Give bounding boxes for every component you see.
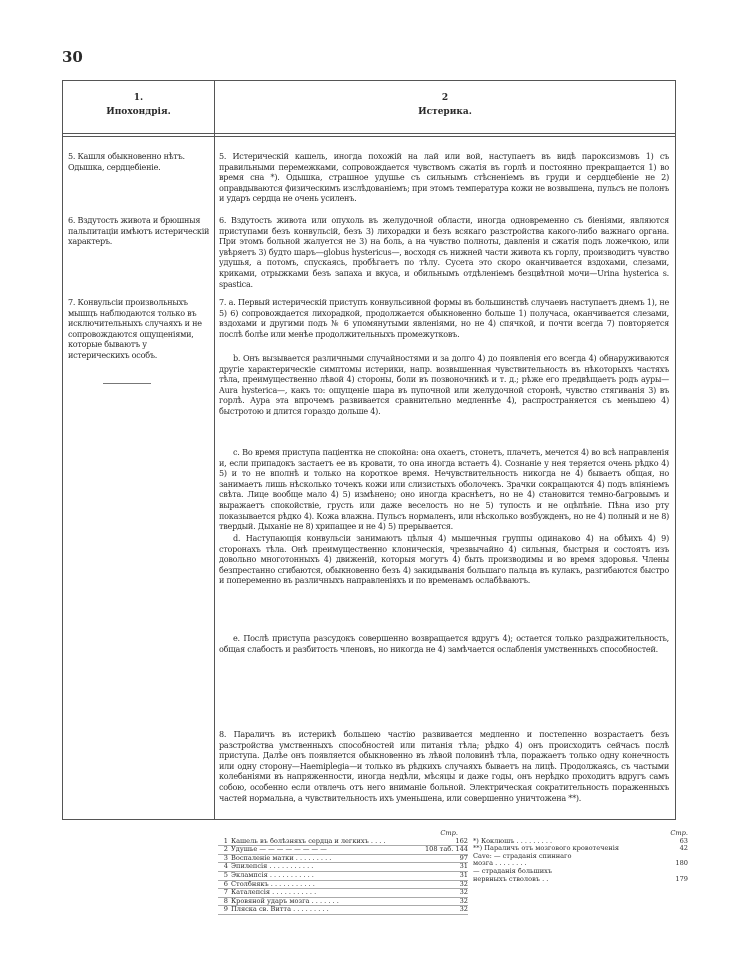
column-title: Истерика. <box>418 107 472 117</box>
reference-name: Столбнякъ . . . . . . . . . . . <box>231 880 315 888</box>
short-divider <box>103 383 151 384</box>
paragraph-8: 8. Параличъ въ истерикѣ большею частію развивается медленно и постепенно возрастаетъ безъ разстройства умственныхъ способностей или питанія тѣла; рѣдко 4) онъ происходитъ сейчасъ послѣ приступа. Далѣе онъ появляется обыкновенно въ лѣвой половинѣ тѣла, поражаетъ только одну конечность или одну сторону—Haemiplegia—и только въ рѣдкихъ случаяхъ бываетъ на лицѣ. Продолжаясь, съ частыми колебаніями въ напряженности, иногда недѣли, мѣсяцы и даже годы, онъ нерѣдко проходитъ вдругъ самъ собою, особенно если отвлечь отъ него вниманіе больной. Электрическая сократительность пораженныхъ частей нормальна, а чувствительность ихъ уменьшена, или совершенно уничтожена **). <box>219 729 669 803</box>
reference-table-right <box>473 830 688 883</box>
reference-page: 32 <box>459 879 468 888</box>
footnote-row <box>473 868 688 876</box>
paragraph-b: b. Онъ вызывается различными случайностями и за долго 4) до появленія его всегда 4) обнаруживаются другіе характерическіе симптомы истерики, напр. возвышенная чувствительность въ нѣкоторыхъ частяхъ тѣла, преимущественно лѣвой 4) стороны, боли въ позвоночникѣ и т. д.; рѣже его предвѣщаетъ родъ ауры—Aura hysterica—, какъ то: ощущеніе шара въ пупочной или желудочной сторонѣ, чувство стягиванія 3) въ горлѣ. Аура эта впрочемъ развивается сравнительно медленнѣе 4), распространяется съ меньшею 4) быстротою и длится гораздо дольше 4). <box>219 353 669 416</box>
reference-row <box>218 855 468 864</box>
column-title: Ипохондрія. <box>106 107 171 117</box>
reference-name: Кашель въ болѣзняхъ сердца и легкихъ . . . . <box>231 837 386 845</box>
reference-name: Воспаленіе матки . . . . . . . . . <box>231 854 332 862</box>
reference-row <box>218 889 468 898</box>
reference-number: 2 <box>223 845 228 854</box>
footnote-name: *) Коклюшъ . . . . . . . . . <box>473 837 553 845</box>
reference-row <box>218 863 468 872</box>
reference-name: Пляска св. Витта . . . . . . . . . <box>231 906 329 914</box>
column-number: 1. <box>133 93 144 103</box>
references <box>218 830 688 930</box>
column-header-left <box>63 91 214 119</box>
paragraph-d: d. Наступающія конвульсіи занимаютъ цѣлыя 4) мышечныя группы одинаково 4) на обѣихъ 4) 9) сторонахъ тѣла. Онѣ преимущественно клоническія, чрезвычайно 4) сильныя, быстрыя и состоятъ изъ довольно многотонныхъ 4) движеній, которыя могутъ 4) быть производимы и во время здоровья. Члены безпрестанно сгибаются, обыкновенно безъ 4) закидыванія большаго пальца въ кулакъ, разгибаются быстро и попеременно въ различныхъ направленіяхъ и по временамъ ослабѣваютъ. <box>219 533 669 586</box>
reference-page: 31 <box>459 870 468 879</box>
reference-name: Эпилепсія . . . . . . . . . . . <box>231 863 314 871</box>
footnote-name: **) Параличъ отъ мозгового кровотеченія <box>473 845 620 853</box>
reference-row <box>218 872 468 881</box>
reference-page: 32 <box>459 905 468 914</box>
reference-row <box>218 906 468 915</box>
reference-number: 6 <box>223 879 228 888</box>
reference-name: Кровяной ударъ мозга . . . . . . . <box>231 897 339 905</box>
footnote-row <box>473 845 688 853</box>
column-number: 2 <box>441 93 449 103</box>
right-cell-7: 7. a. Первый истерическій приступъ конвульсивной формы въ большинствѣ случаевъ наступаетъ днемъ 1), не 5) 6) сопровождается лихорадкой, продолжается обыкновенно больше 1) получаса, оканчивается слезами, вздохами и другими подъ № 6 упомянутыми явленіями, но не 4) спячкой, и почти всегда 7) повторяется послѣ болѣе или менѣе продолжительныхъ промежутковъ. <box>219 297 669 339</box>
reference-header: Стр. <box>440 829 458 837</box>
table-frame <box>62 80 676 820</box>
reference-page: 162 <box>455 836 468 845</box>
footnote-name: нервныхъ стволовъ . . <box>473 875 549 883</box>
reference-page: 31 <box>459 862 468 871</box>
column-divider <box>214 81 215 819</box>
footnote-page: 179 <box>675 874 688 883</box>
reference-number: 3 <box>223 853 228 862</box>
right-cell-6: 6. Вздутость живота или опухоль въ желудочной области, иногда одновременно съ біеніями, являются приступами безъ конвульсій, безъ 3) лихорадки и безъ всякаго разстройства какого-либо важнаго органа. При этомъ больной жалуется не 3) на боль, а на чувство полноты, давленія и сжатія подъ ложечкою, или увѣряетъ 3) будто шаръ—globus hystericus—, восходя съ нижней части живота къ горлу, производитъ чувство удушья, а потомъ, спускаясь, пробѣгаетъ по тѣлу. Сусета это скоро оканчивается вздохами, слезами, криками, отрыжками безъ запаха и вкуса, и обильнымъ отдѣленіемъ безцвѣтной мочи—Urina hysterica s. spastica. <box>219 215 669 289</box>
reference-number: 7 <box>223 888 228 897</box>
column-header-right <box>215 91 675 119</box>
reference-page: 97 <box>459 853 468 862</box>
header-rule <box>63 133 675 134</box>
reference-page: 32 <box>459 896 468 905</box>
footnote-name: — страданія большихъ <box>473 867 553 875</box>
reference-row <box>218 846 468 855</box>
footnote-page: 180 <box>675 859 688 868</box>
footnote-page: 63 <box>679 836 688 845</box>
right-cell-5: 5. Истерическій кашель, иногда похожій на лай или вой, наступаетъ въ видѣ пароксизмовъ 1) съ правильными перемежками, сопровождается чувствомъ сжатія въ горлѣ и постоянно прекращается 1) во время сна *). Одышка, страшное удушье съ сильнымъ стѣсненіемъ въ груди и сердцебіеніе не 2) оправдываются физическимъ изслѣдованіемъ; при этомъ температура кожи не возвышена, пульсъ не полонъ и ударъ сердца не очень усиленъ. <box>219 151 669 204</box>
reference-header: Стр. <box>670 829 688 837</box>
paragraph-c: c. Во время приступа паціентка не спокойна: она охаетъ, стонетъ, плачетъ, мечется 4) во всѣ направленія и, если припадокъ застаетъ ее въ кровати, то она иногда встаетъ 4). Сознаніе у нея теряется очень рѣдко 4) 5) и то не вполнѣ и только на короткое время. Нечувствительность никогда не 4) бываетъ общая, но занимаетъ лишь нѣсколько точекъ кожи или слизистыхъ оболочекъ. Зрачки сокращаются 4) подъ вліяніемъ свѣта. Лице вообще мало 4) 5) измѣнено; оно иногда краснѣетъ, но не 4) становится темно-багровымъ и выражаетъ спокойствіе, грусть или даже веселость но не 5) тупость и не оцѣпѣніе. Пѣна изо рту показывается рѣдко 4). Кожа влажна. Пульсъ нормаленъ, или нѣсколько возбужденъ, но не 4) полный и не 8) твердый. Дыханіе не 8) хрипащее и не 4) 5) прерывается. <box>219 447 669 532</box>
reference-name: Каталепсія . . . . . . . . . . . <box>231 889 317 897</box>
reference-row <box>218 881 468 890</box>
reference-page: 108 таб. 144 <box>424 845 468 854</box>
reference-name: Удушье — — — — — — — — <box>231 846 327 854</box>
header-rule-double <box>63 136 675 137</box>
footnote-name: Cave: — страданія спиннаго <box>473 852 572 860</box>
left-cell-6: 6. Вздутость живота и брюшныя пальпитаціи имѣютъ истерическій характеръ. <box>68 215 210 247</box>
page-number: 30 <box>62 48 83 66</box>
reference-table-left <box>218 830 468 915</box>
reference-number: 4 <box>223 862 228 871</box>
paragraph-e: e. Послѣ приступа разсудокъ совершенно возвращается вдругъ 4); остается только раздражительность, общая слабость и разбитость членовъ, но никогда не 4) замѣчается ослабленія умственныхъ способностей. <box>219 633 669 654</box>
footnote-row <box>473 838 688 846</box>
footnote-page: 42 <box>679 844 688 853</box>
reference-number: 8 <box>223 896 228 905</box>
footnote-name: мозга . . . . . . . . <box>473 860 527 868</box>
reference-number: 9 <box>223 905 228 914</box>
reference-number: 5 <box>223 870 228 879</box>
footnote-row <box>473 876 688 884</box>
reference-name: Эклампсія . . . . . . . . . . . <box>231 871 314 879</box>
reference-row <box>218 898 468 907</box>
left-cell-7: 7. Конвульсіи произвольныхъ мышцъ наблюдаются только въ исключительныхъ случаяхъ и не сопровождаются ощущеніями, которые бываютъ у истерическихъ особъ. <box>68 297 202 360</box>
left-cell-5: 5. Кашля обыкновенно нѣтъ. Одышка, сердцебіеніе. <box>68 151 185 172</box>
footnote-row <box>473 860 688 868</box>
reference-page: 32 <box>459 888 468 897</box>
reference-number: 1 <box>223 836 228 845</box>
footnote-row <box>473 853 688 861</box>
